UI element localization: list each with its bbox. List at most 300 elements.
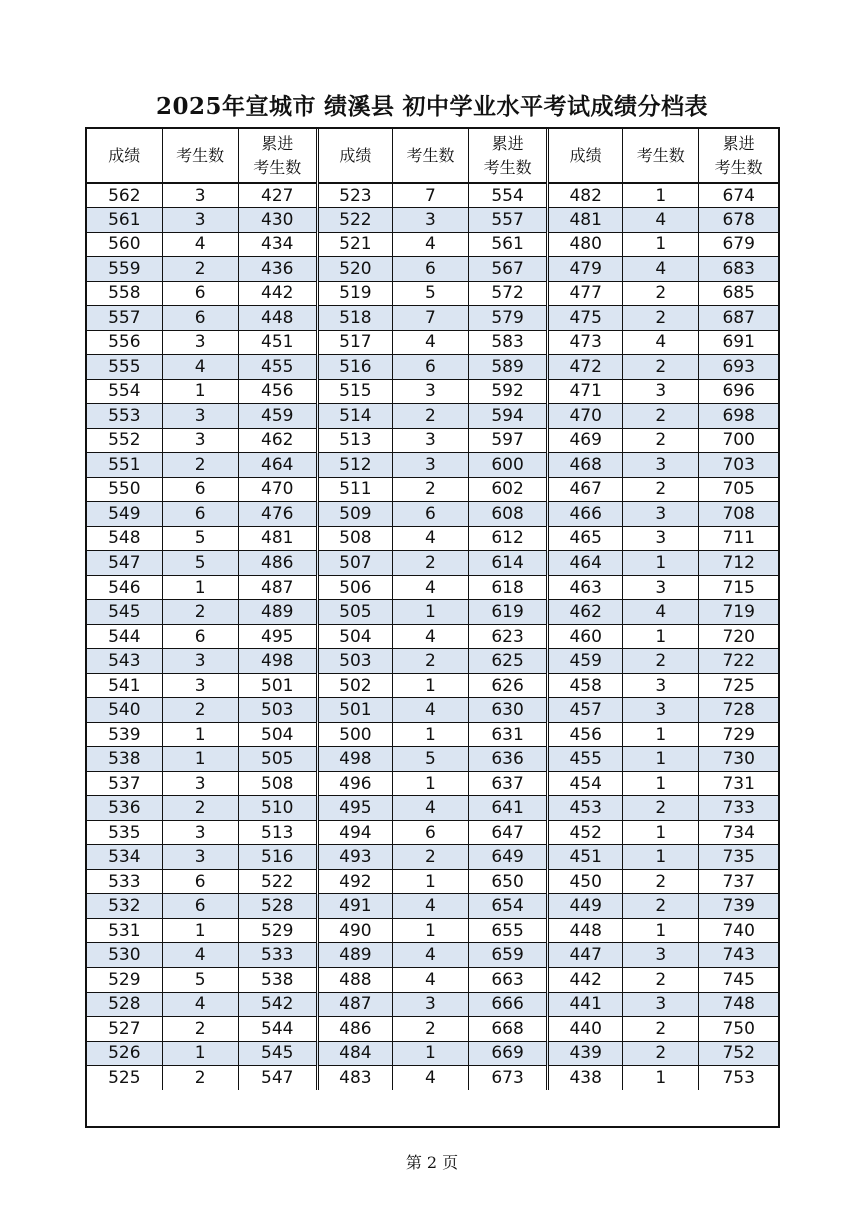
score-cell: 452 — [548, 820, 623, 845]
cumulative-cell: 666 — [469, 992, 548, 1017]
table-row — [87, 918, 778, 943]
count-cell: 1 — [392, 722, 468, 747]
cumulative-cell: 544 — [238, 1017, 317, 1042]
cumulative-cell: 725 — [699, 673, 778, 698]
score-cell: 448 — [548, 918, 623, 943]
score-cell: 441 — [548, 992, 623, 1017]
score-cell: 541 — [87, 673, 162, 698]
score-cell: 486 — [317, 1017, 392, 1042]
header-cum-line2: 考生数 — [714, 158, 763, 177]
score-cell: 453 — [548, 796, 623, 821]
cumulative-cell: 728 — [699, 698, 778, 723]
cumulative-cell: 498 — [238, 649, 317, 674]
score-cell: 490 — [317, 918, 392, 943]
score-cell: 543 — [87, 649, 162, 674]
count-cell: 3 — [392, 379, 468, 404]
score-cell: 548 — [87, 526, 162, 551]
cumulative-cell: 619 — [469, 600, 548, 625]
cumulative-cell: 722 — [699, 649, 778, 674]
count-cell: 2 — [392, 404, 468, 429]
score-cell: 558 — [87, 281, 162, 306]
cumulative-cell: 513 — [238, 820, 317, 845]
score-cell: 536 — [87, 796, 162, 821]
score-cell: 559 — [87, 257, 162, 282]
header-cum-line1: 累进 — [261, 134, 294, 153]
table-row — [87, 502, 778, 527]
cumulative-cell: 733 — [699, 796, 778, 821]
title-city: 2025年宣城市 — [155, 93, 316, 120]
count-cell: 4 — [623, 257, 699, 282]
cumulative-cell: 700 — [699, 428, 778, 453]
count-cell: 3 — [623, 453, 699, 478]
score-cell: 529 — [87, 968, 162, 993]
cumulative-cell: 745 — [699, 968, 778, 993]
count-cell: 1 — [392, 918, 468, 943]
cumulative-cell: 542 — [238, 992, 317, 1017]
count-cell: 6 — [392, 820, 468, 845]
score-distribution-table — [87, 129, 778, 1090]
cumulative-cell: 618 — [469, 575, 548, 600]
count-cell: 2 — [162, 453, 238, 478]
cumulative-cell: 719 — [699, 600, 778, 625]
count-cell: 1 — [623, 624, 699, 649]
count-cell: 4 — [392, 232, 468, 257]
score-cell: 551 — [87, 453, 162, 478]
table-row — [87, 208, 778, 233]
table-row — [87, 183, 778, 208]
cumulative-cell: 579 — [469, 306, 548, 331]
cumulative-cell: 683 — [699, 257, 778, 282]
cumulative-cell: 547 — [238, 1066, 317, 1091]
count-cell: 2 — [623, 428, 699, 453]
score-cell: 518 — [317, 306, 392, 331]
cumulative-cell: 696 — [699, 379, 778, 404]
cumulative-cell: 583 — [469, 330, 548, 355]
cumulative-cell: 481 — [238, 526, 317, 551]
score-cell: 520 — [317, 257, 392, 282]
table-row — [87, 992, 778, 1017]
count-cell: 3 — [623, 943, 699, 968]
cumulative-cell: 735 — [699, 845, 778, 870]
score-cell: 555 — [87, 355, 162, 380]
cumulative-cell: 476 — [238, 502, 317, 527]
count-cell: 3 — [162, 404, 238, 429]
score-cell: 473 — [548, 330, 623, 355]
count-cell: 4 — [392, 943, 468, 968]
table-row — [87, 551, 778, 576]
table-row — [87, 796, 778, 821]
header-score: 成绩 — [87, 129, 162, 183]
cumulative-cell: 510 — [238, 796, 317, 821]
cumulative-cell: 674 — [699, 183, 778, 208]
table-row — [87, 330, 778, 355]
count-cell: 2 — [623, 1017, 699, 1042]
score-cell: 530 — [87, 943, 162, 968]
score-cell: 484 — [317, 1041, 392, 1066]
score-cell: 455 — [548, 747, 623, 772]
score-cell: 463 — [548, 575, 623, 600]
header-cumulative — [469, 129, 548, 183]
cumulative-cell: 708 — [699, 502, 778, 527]
count-cell: 1 — [162, 1041, 238, 1066]
table-row — [87, 404, 778, 429]
count-cell: 4 — [392, 624, 468, 649]
cumulative-cell: 451 — [238, 330, 317, 355]
count-cell: 2 — [623, 355, 699, 380]
score-cell: 438 — [548, 1066, 623, 1091]
cumulative-cell: 649 — [469, 845, 548, 870]
cumulative-cell: 533 — [238, 943, 317, 968]
score-cell: 519 — [317, 281, 392, 306]
score-cell: 456 — [548, 722, 623, 747]
cumulative-cell: 693 — [699, 355, 778, 380]
score-cell: 454 — [548, 771, 623, 796]
count-cell: 2 — [162, 796, 238, 821]
cumulative-cell: 489 — [238, 600, 317, 625]
cumulative-cell: 501 — [238, 673, 317, 698]
cumulative-cell: 711 — [699, 526, 778, 551]
table-row — [87, 477, 778, 502]
cumulative-cell: 442 — [238, 281, 317, 306]
count-cell: 1 — [623, 845, 699, 870]
cumulative-cell: 464 — [238, 453, 317, 478]
cumulative-cell: 545 — [238, 1041, 317, 1066]
score-cell: 471 — [548, 379, 623, 404]
header-score: 成绩 — [548, 129, 623, 183]
count-cell: 2 — [623, 1041, 699, 1066]
score-cell: 508 — [317, 526, 392, 551]
count-cell: 3 — [162, 820, 238, 845]
count-cell: 1 — [392, 771, 468, 796]
score-cell: 450 — [548, 869, 623, 894]
count-cell: 3 — [162, 208, 238, 233]
cumulative-cell: 636 — [469, 747, 548, 772]
count-cell: 2 — [392, 1017, 468, 1042]
count-cell: 4 — [623, 600, 699, 625]
count-cell: 4 — [162, 232, 238, 257]
score-cell: 553 — [87, 404, 162, 429]
header-cumulative — [699, 129, 778, 183]
cumulative-cell: 427 — [238, 183, 317, 208]
score-cell: 462 — [548, 600, 623, 625]
cumulative-cell: 678 — [699, 208, 778, 233]
count-cell: 2 — [162, 1066, 238, 1091]
count-cell: 6 — [162, 281, 238, 306]
count-cell: 3 — [623, 379, 699, 404]
count-cell: 4 — [392, 1066, 468, 1091]
score-cell: 552 — [87, 428, 162, 453]
count-cell: 4 — [392, 894, 468, 919]
header-count: 考生数 — [162, 129, 238, 183]
cumulative-cell: 516 — [238, 845, 317, 870]
score-cell: 531 — [87, 918, 162, 943]
score-cell: 494 — [317, 820, 392, 845]
table-row — [87, 1017, 778, 1042]
score-cell: 470 — [548, 404, 623, 429]
table-row — [87, 894, 778, 919]
cumulative-cell: 720 — [699, 624, 778, 649]
count-cell: 2 — [162, 1017, 238, 1042]
score-cell: 503 — [317, 649, 392, 674]
cumulative-cell: 752 — [699, 1041, 778, 1066]
score-cell: 562 — [87, 183, 162, 208]
count-cell: 1 — [392, 600, 468, 625]
count-cell: 1 — [623, 918, 699, 943]
table-row — [87, 943, 778, 968]
cumulative-cell: 626 — [469, 673, 548, 698]
count-cell: 1 — [392, 869, 468, 894]
count-cell: 6 — [392, 355, 468, 380]
score-cell: 439 — [548, 1041, 623, 1066]
score-cell: 516 — [317, 355, 392, 380]
cumulative-cell: 557 — [469, 208, 548, 233]
table-header-row — [87, 129, 778, 183]
title-county: 绩溪县 — [324, 93, 395, 120]
cumulative-cell: 750 — [699, 1017, 778, 1042]
cumulative-cell: 685 — [699, 281, 778, 306]
score-cell: 447 — [548, 943, 623, 968]
count-cell: 2 — [162, 257, 238, 282]
score-cell: 477 — [548, 281, 623, 306]
cumulative-cell: 631 — [469, 722, 548, 747]
score-cell: 466 — [548, 502, 623, 527]
table-row — [87, 1041, 778, 1066]
count-cell: 7 — [392, 306, 468, 331]
table-row — [87, 453, 778, 478]
score-cell: 540 — [87, 698, 162, 723]
cumulative-cell: 589 — [469, 355, 548, 380]
score-cell: 480 — [548, 232, 623, 257]
cumulative-cell: 687 — [699, 306, 778, 331]
score-cell: 451 — [548, 845, 623, 870]
cumulative-cell: 561 — [469, 232, 548, 257]
cumulative-cell: 739 — [699, 894, 778, 919]
cumulative-cell: 729 — [699, 722, 778, 747]
score-cell: 546 — [87, 575, 162, 600]
cumulative-cell: 669 — [469, 1041, 548, 1066]
header-cum-line1: 累进 — [491, 134, 524, 153]
count-cell: 2 — [623, 477, 699, 502]
score-cell: 459 — [548, 649, 623, 674]
score-cell: 532 — [87, 894, 162, 919]
score-cell: 488 — [317, 968, 392, 993]
page-title — [0, 88, 864, 121]
cumulative-cell: 448 — [238, 306, 317, 331]
table-row — [87, 257, 778, 282]
count-cell: 5 — [392, 281, 468, 306]
cumulative-cell: 655 — [469, 918, 548, 943]
table-row — [87, 355, 778, 380]
cumulative-cell: 734 — [699, 820, 778, 845]
score-cell: 500 — [317, 722, 392, 747]
table-row — [87, 1066, 778, 1091]
count-cell: 4 — [162, 355, 238, 380]
count-cell: 3 — [162, 330, 238, 355]
count-cell: 3 — [392, 453, 468, 478]
table-row — [87, 649, 778, 674]
count-cell: 1 — [162, 918, 238, 943]
score-cell: 556 — [87, 330, 162, 355]
table-row — [87, 722, 778, 747]
score-cell: 557 — [87, 306, 162, 331]
score-cell: 533 — [87, 869, 162, 894]
table-row — [87, 869, 778, 894]
score-cell: 483 — [317, 1066, 392, 1091]
cumulative-cell: 691 — [699, 330, 778, 355]
score-cell: 537 — [87, 771, 162, 796]
cumulative-cell: 743 — [699, 943, 778, 968]
score-cell: 511 — [317, 477, 392, 502]
count-cell: 6 — [162, 477, 238, 502]
cumulative-cell: 659 — [469, 943, 548, 968]
count-cell: 2 — [162, 698, 238, 723]
score-cell: 561 — [87, 208, 162, 233]
count-cell: 6 — [392, 257, 468, 282]
count-cell: 6 — [162, 502, 238, 527]
cumulative-cell: 567 — [469, 257, 548, 282]
count-cell: 7 — [392, 183, 468, 208]
count-cell: 4 — [623, 330, 699, 355]
cumulative-cell: 703 — [699, 453, 778, 478]
title-subject: 初中学业水平考试成绩分档表 — [402, 93, 708, 120]
score-cell: 479 — [548, 257, 623, 282]
cumulative-cell: 612 — [469, 526, 548, 551]
count-cell: 5 — [392, 747, 468, 772]
count-cell: 1 — [623, 722, 699, 747]
score-cell: 495 — [317, 796, 392, 821]
count-cell: 5 — [162, 526, 238, 551]
count-cell: 3 — [392, 428, 468, 453]
count-cell: 1 — [623, 232, 699, 257]
score-cell: 493 — [317, 845, 392, 870]
score-cell: 440 — [548, 1017, 623, 1042]
cumulative-cell: 554 — [469, 183, 548, 208]
count-cell: 2 — [392, 649, 468, 674]
count-cell: 1 — [623, 1066, 699, 1091]
table-row — [87, 575, 778, 600]
score-cell: 512 — [317, 453, 392, 478]
header-cum-line1: 累进 — [722, 134, 755, 153]
count-cell: 2 — [623, 894, 699, 919]
count-cell: 4 — [162, 943, 238, 968]
count-cell: 2 — [623, 404, 699, 429]
score-cell: 498 — [317, 747, 392, 772]
count-cell: 3 — [162, 845, 238, 870]
count-cell: 1 — [623, 183, 699, 208]
cumulative-cell: 637 — [469, 771, 548, 796]
cumulative-cell: 705 — [699, 477, 778, 502]
header-cum-line2: 考生数 — [483, 158, 532, 177]
count-cell: 3 — [623, 992, 699, 1017]
cumulative-cell: 731 — [699, 771, 778, 796]
score-cell: 496 — [317, 771, 392, 796]
score-cell: 489 — [317, 943, 392, 968]
table-row — [87, 771, 778, 796]
table-row — [87, 526, 778, 551]
score-cell: 526 — [87, 1041, 162, 1066]
score-cell: 538 — [87, 747, 162, 772]
table-row — [87, 379, 778, 404]
count-cell: 3 — [162, 771, 238, 796]
count-cell: 4 — [162, 992, 238, 1017]
count-cell: 3 — [623, 673, 699, 698]
score-cell: 460 — [548, 624, 623, 649]
count-cell: 2 — [623, 649, 699, 674]
cumulative-cell: 748 — [699, 992, 778, 1017]
cumulative-cell: 505 — [238, 747, 317, 772]
score-cell: 544 — [87, 624, 162, 649]
count-cell: 3 — [162, 673, 238, 698]
score-cell: 549 — [87, 502, 162, 527]
count-cell: 3 — [162, 649, 238, 674]
count-cell: 1 — [162, 722, 238, 747]
cumulative-cell: 436 — [238, 257, 317, 282]
count-cell: 2 — [623, 869, 699, 894]
header-score: 成绩 — [317, 129, 392, 183]
cumulative-cell: 654 — [469, 894, 548, 919]
cumulative-cell: 462 — [238, 428, 317, 453]
score-cell: 487 — [317, 992, 392, 1017]
count-cell: 6 — [392, 502, 468, 527]
score-cell: 534 — [87, 845, 162, 870]
table-row — [87, 232, 778, 257]
cumulative-cell: 430 — [238, 208, 317, 233]
count-cell: 4 — [623, 208, 699, 233]
cumulative-cell: 623 — [469, 624, 548, 649]
score-cell: 464 — [548, 551, 623, 576]
count-cell: 1 — [623, 771, 699, 796]
cumulative-cell: 715 — [699, 575, 778, 600]
cumulative-cell: 456 — [238, 379, 317, 404]
cumulative-cell: 668 — [469, 1017, 548, 1042]
score-cell: 475 — [548, 306, 623, 331]
count-cell: 3 — [623, 698, 699, 723]
count-cell: 2 — [392, 551, 468, 576]
table-row — [87, 428, 778, 453]
cumulative-cell: 647 — [469, 820, 548, 845]
count-cell: 1 — [392, 1041, 468, 1066]
table-row — [87, 281, 778, 306]
count-cell: 4 — [392, 526, 468, 551]
table-row — [87, 306, 778, 331]
table-row — [87, 820, 778, 845]
count-cell: 5 — [162, 968, 238, 993]
count-cell: 1 — [162, 747, 238, 772]
page-number: 第 2 页 — [405, 1153, 459, 1172]
count-cell: 2 — [162, 600, 238, 625]
score-cell: 465 — [548, 526, 623, 551]
count-cell: 3 — [623, 575, 699, 600]
score-table-frame — [85, 127, 780, 1128]
score-cell: 468 — [548, 453, 623, 478]
count-cell: 3 — [623, 502, 699, 527]
cumulative-cell: 504 — [238, 722, 317, 747]
score-cell: 492 — [317, 869, 392, 894]
count-cell: 2 — [392, 477, 468, 502]
score-cell: 523 — [317, 183, 392, 208]
cumulative-cell: 740 — [699, 918, 778, 943]
score-cell: 504 — [317, 624, 392, 649]
count-cell: 3 — [623, 526, 699, 551]
count-cell: 4 — [392, 330, 468, 355]
cumulative-cell: 712 — [699, 551, 778, 576]
header-cumulative — [238, 129, 317, 183]
cumulative-cell: 592 — [469, 379, 548, 404]
cumulative-cell: 470 — [238, 477, 317, 502]
score-cell: 472 — [548, 355, 623, 380]
count-cell: 3 — [162, 183, 238, 208]
cumulative-cell: 614 — [469, 551, 548, 576]
